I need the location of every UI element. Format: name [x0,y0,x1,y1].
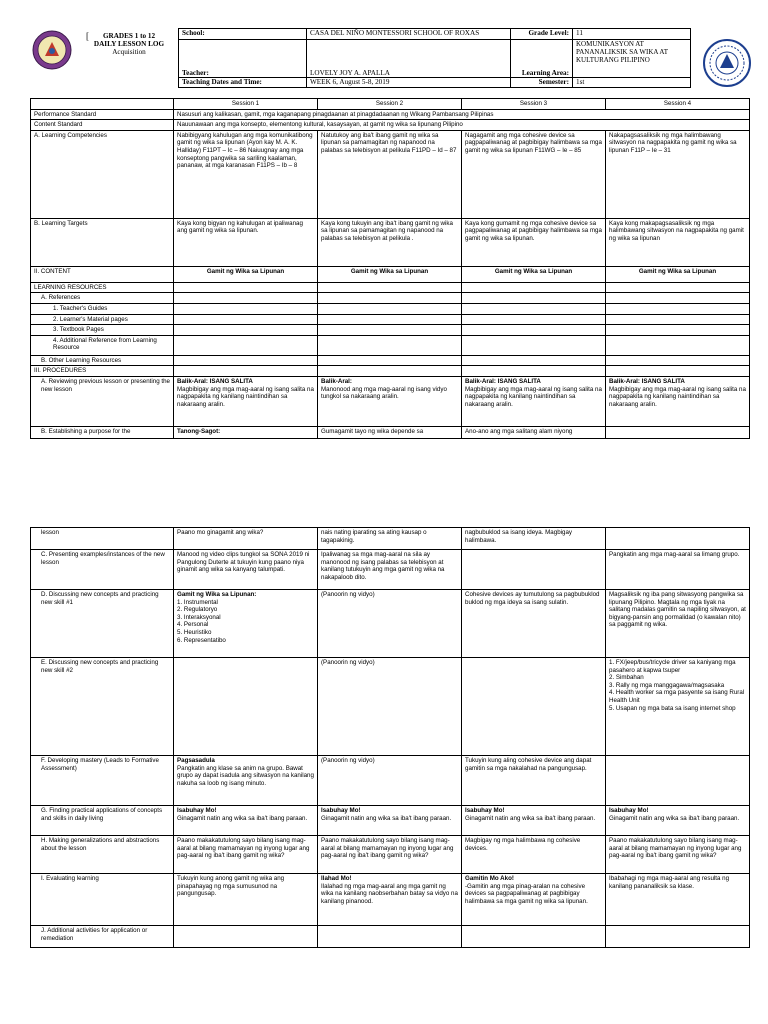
applications-label: G. Finding practical applications of concepts and skills in daily living [31,806,174,836]
textbook-pages-label: 3. Textbook Pages [31,325,174,336]
mastery-s1 [174,756,318,806]
review-s1-text: Magbibigay ang mga mag-aaral ng isang salita na nagpapakita ng kanilang naintindihan sa nakaraang aralin. [177,385,314,408]
mastery-s1-head: Pagsasadula [177,757,215,764]
review-label: A. Reviewing previous lesson or presenting the new lesson [31,376,174,426]
performance-standard-label: Performance Standard [31,109,174,120]
discuss1-s2: (Panoorin ng vidyo) [318,590,462,658]
content-section-label: II. CONTENT [31,266,174,282]
evaluating-s2-head: Ilahad Mo! [321,875,352,882]
applications-head: Isabuhay Mo! [609,807,649,814]
situation-item: 2. Simbahan [609,674,644,682]
dll-title-block [84,32,174,56]
purpose-s3: Ano-ano ang mga salitang alam niyong [462,426,606,438]
resources-label: LEARNING RESOURCES [31,282,174,293]
session-3-heading: Session 3 [462,99,606,110]
title-grades: GRADES 1 to 12 [102,32,156,40]
semester-value: 1st [573,78,691,88]
discuss1-s4: Magsaliksik ng iba pang sitwasyong pangwika sa lipunang Pilipino. Magtala ng mga tiyak na salitang madalas gamitin sa napiling sitwasyon, at bigyang-pansin ang pormalidad (o kawalan nito) sa paggamit ng wika. [606,590,750,658]
situation-item: 1. FX/jeep/bus/tricycle driver sa kaniyang mga pasahero at kapwa tsuper [609,659,736,674]
applications-text: Ginagamit natin ang wika sa iba't ibang paraan. [609,814,740,822]
evaluating-s2-text: Ilalahad ng mga mag-aaral ang mga gamit ng wika na kanilang naobserbahan batay sa vidyo na kanilang pinanood. [321,882,458,905]
discuss1-item: 6. Representatibo [177,636,226,644]
corner-cell [31,99,174,110]
presenting-s4: Pangkatin ang mga mag-aaral sa limang grupo. [606,550,750,590]
review-s1 [174,376,318,426]
review-s4-head: Balik-Aral: ISANG SALITA [609,377,685,385]
content-s1: Gamit ng Wika sa Lipunan [174,266,318,282]
title-bracket: [ [86,31,89,41]
review-s4-text: Magbibigay ang mga mag-aaral ng isang salita na nagpapakita ng kanilang naintindihan sa nakaraang aralin. [609,385,746,408]
competency-s2: Natutukoy ang iba't ibang gamit ng wika sa lipunan sa pamamagitan ng napanood na palabas sa telebisyon at pelikula F11PD – Id – 87 [318,130,462,218]
title-dll: DAILY LESSON LOG [93,40,165,48]
school-value: CASA DEL NIÑO MONTESSORI SCHOOL OF ROXAS [307,29,511,40]
content-standard-label: Content Standard [31,120,174,131]
discuss2-s4 [606,658,750,756]
purpose-cont-s4 [606,528,750,550]
discuss1-item: 4. Personal [177,621,209,629]
generalizations-s2: Paano makakatutulong sayo bilang isang mag-aaral at bilang mamamayan ng inyong lugar ang pag-aaral ng iba't ibang gamit ng wika? [318,836,462,874]
applications-text: Ginagamit natin ang wika sa iba't ibang paraan. [465,814,596,822]
competency-s1: Nabibigyang kahulugan ang mga komunikatibong gamit ng wika sa lipunan (Ayon kay M. A. K. Halliday) F11PT – Ic – 86 Naiuugnay ang mga konseptong pangwika sa sariling kaalaman, pananaw, at mga karanasan F11PS – Ib – 8 [174,130,318,218]
other-resources-label: B. Other Learning Resources [31,355,174,366]
mastery-s2: (Panoorin ng vidyo) [318,756,462,806]
review-s2 [318,376,462,426]
discuss1-s1 [174,590,318,658]
evaluating-s3 [462,874,606,926]
session-2-heading: Session 2 [318,99,462,110]
review-s2-text: Manonood ang mga mag-aaral ng isang vidyo tungkol sa nakaraang aralin. [321,385,447,401]
competency-s3: Nagagamit ang mga cohesive device sa pagpapaliwanag at pagbibigay halimbawa sa mga gamit ng wika sa lipunan F11WG – Ie – 85 [462,130,606,218]
presenting-label: C. Presenting examples/instances of the new lesson [31,550,174,590]
purpose-cont-s2: nais nating iparating sa ating kausap o tagapakinig. [318,528,462,550]
generalizations-s1: Paano makakatutulong sayo bilang isang mag-aaral at bilang mamamayan ng inyong lugar ang pag-aaral ng iba't ibang gamit ng wika? [174,836,318,874]
session-1-heading: Session 1 [174,99,318,110]
applications-text: Ginagamit natin ang wika sa iba't ibang paraan. [321,814,452,822]
lesson-table-part1 [30,98,750,439]
target-s2: Kaya kong tukuyin ang iba't ibang gamit ng wika sa lipunan sa pamamagitan ng napanood na palabas sa telebisyon at pelikula . [318,218,462,266]
competencies-label: A. Learning Competencies [31,130,174,218]
applications-head: Isabuhay Mo! [177,807,217,814]
mastery-s4 [606,756,750,806]
situation-item: 4. Health worker sa mga pasyente sa isang Rural Health Unit [609,689,745,704]
lesson-table-part2 [30,527,750,948]
content-s4: Gamit ng Wika sa Lipunan [606,266,750,282]
applications-s1 [174,806,318,836]
discuss1-item: 1. Instrumental [177,598,218,606]
target-s3: Kaya kong gumamit ng mga cohesive device sa pagpapaliwanag at pagbibigay halimbawa sa mga gamit ng wika sa lipunan. [462,218,606,266]
additional-activities-label: J. Additional activities for application or remediation [31,926,174,948]
discuss1-item: 3. Interaksyonal [177,613,221,621]
discuss1-label: D. Discussing new concepts and practicing new skill #1 [31,590,174,658]
situation-item: 5. Usapan ng mga bata sa isang internet shop [609,704,736,712]
purpose-s2: Gumagamit tayo ng wika depende sa [318,426,462,438]
review-s3-text: Magbibigay ang mga mag-aaral ng isang salita na nagpapakita ng kanilang naintindihan sa nakaraang aralin. [465,385,602,408]
content-s3: Gamit ng Wika sa Lipunan [462,266,606,282]
area-label: Learning Area: [511,40,573,78]
performance-standard-value: Nasusuri ang kalikasan, gamit, mga kaganapang pinagdaanan at pinagdadaanan ng Wikang Pambansang Pilipinas [174,109,750,120]
evaluating-label: I. Evaluating learning [31,874,174,926]
purpose-s1: Tanong-Sagot: [174,426,318,438]
evaluating-s3-head: Gamitin Mo Ako! [465,875,514,882]
discuss2-label: E. Discussing new concepts and practicing new skill #2 [31,658,174,756]
applications-s2 [318,806,462,836]
teachers-guide-label: 1. Teacher's Guides [31,303,174,314]
purpose-s4 [606,426,750,438]
discuss1-s3: Cohesive devices ay tumutulong sa pagbubuklod buklod ng mga ideya sa isang sulatin. [462,590,606,658]
session-4-heading: Session 4 [606,99,750,110]
evaluating-s3-text: -Gamitin ang mga pinag-aralan na cohesive devices sa pagpapaliwanag at pagbibigay halimbawa sa mga gamit ng wika sa lipunan. [465,882,588,905]
target-s1: Kaya kong bigyan ng kahulugan at ipaliwanag ang gamit ng wika sa lipunan. [174,218,318,266]
grade-label: Grade Level: [511,29,573,40]
presenting-s3 [462,550,606,590]
discuss2-s3 [462,658,606,756]
learners-material-label: 2. Learner's Material pages [31,314,174,325]
additional-reference-label: 4. Additional Reference from Learning Resource [31,335,174,355]
discuss1-item: 5. Heuristiko [177,628,212,636]
area-value: KOMUNIKASYON AT PANANALIKSIK SA WIKA AT KULTURANG PILIPINO [573,40,691,78]
targets-label: B. Learning Targets [31,218,174,266]
generalizations-label: H. Making generalizations and abstractions about the lesson [31,836,174,874]
content-s2: Gamit ng Wika sa Lipunan [318,266,462,282]
presenting-s2: Ipaliwanag sa mga mag-aaral na sila ay manonood ng isang palabas sa telebisyon at kanilang tutukuyin ang mga gamit ng wika na nakapaloob dito. [318,550,462,590]
review-s4 [606,376,750,426]
mastery-s3: Tukuyin kung aling cohesive device ang dapat gamitin sa mga nakalahad na pangungusap. [462,756,606,806]
school-label: School: [179,29,307,40]
generalizations-s4: Paano makakatutulong sayo bilang isang mag-aaral at bilang mamamayan ng inyong lugar ang pag-aaral ng iba't ibang gamit ng wika? [606,836,750,874]
presenting-s1: Manood ng video clips tungkol sa SONA 2019 ni Pangulong Duterte at tukuyin kung paano niya ginamit ang wika sa kanyang talumpati. [174,550,318,590]
dates-value: WEEK 6, August 5-8, 2019 [307,78,511,88]
situation-item: 3. Rally ng mga manggagawa/magsasaka [609,681,725,689]
discuss2-s1 [174,658,318,756]
review-s1-head: Balik-Aral: ISANG SALITA [177,377,253,385]
purpose-cont-s3: nagbubuklod sa isang ideya. Magbigay halimbawa. [462,528,606,550]
applications-head: Isabuhay Mo! [321,807,361,814]
semester-label: Semester: [511,78,573,88]
review-s2-head: Balik-Aral: [321,377,352,385]
review-s3 [462,376,606,426]
discuss2-s2: (Panoorin ng vidyo) [318,658,462,756]
purpose-cont-label: lesson [31,528,174,550]
target-s4: Kaya kong makapagsasaliksik ng mga halimbawang sitwasyon na nagpapakita ng gamit ng wika sa lipunan [606,218,750,266]
school-seal-icon [702,38,752,88]
discuss1-s1-head: Gamit ng Wika sa Lipunan: [177,591,257,598]
discuss1-item: 2. Regulatoryo [177,606,218,614]
deped-seal-icon [32,30,72,70]
header-info-table [178,28,691,88]
mastery-label: F. Developing mastery (Leads to Formative Assessment) [31,756,174,806]
applications-s3 [462,806,606,836]
competency-s4: Nakapagsasaliksik ng mga halimbawang sitwasyon na nagpapakita ng gamit ng wika sa lipunan F11P – Ie – 31 [606,130,750,218]
review-s3-head: Balik-Aral: ISANG SALITA [465,377,541,385]
title-acquisition: Acquisition [112,48,146,56]
applications-text: Ginagamit natin ang wika sa iba't ibang paraan. [177,814,308,822]
evaluating-s2 [318,874,462,926]
purpose-label: B. Establishing a purpose for the [31,426,174,438]
applications-head: Isabuhay Mo! [465,807,505,814]
grade-value: 11 [573,29,691,40]
references-label: A. References [31,293,174,304]
applications-s4 [606,806,750,836]
content-standard-value: Nauunawaan ang mga konsepto, elementong kultural, kasaysayan, at gamit ng wika sa lipunang Pilipino [174,120,750,131]
purpose-cont-s1: Paano mo ginagamit ang wika? [174,528,318,550]
dates-label: Teaching Dates and Time: [179,78,307,88]
evaluating-s1: Tukuyin kung anong gamit ng wika ang pinapahayag ng mga sumusunod na pangungusap. [174,874,318,926]
teacher-value: LOVELY JOY A. APALLA [307,40,511,78]
evaluating-s4: Ibabahagi ng mga mag-aaral ang resulta ng kanilang pananaliksik sa klase. [606,874,750,926]
mastery-s1-text: Pangkatin ang klase sa anim na grupo. Bawat grupo ay dapat isadula ang sitwasyon na kanilang nakuha sa loob ng isang minuto. [177,764,314,787]
generalizations-s3: Magbigay ng mga halimbawa ng cohesive devices. [462,836,606,874]
procedures-label: III. PROCEDURES [31,366,174,377]
teacher-label: Teacher: [179,40,307,78]
